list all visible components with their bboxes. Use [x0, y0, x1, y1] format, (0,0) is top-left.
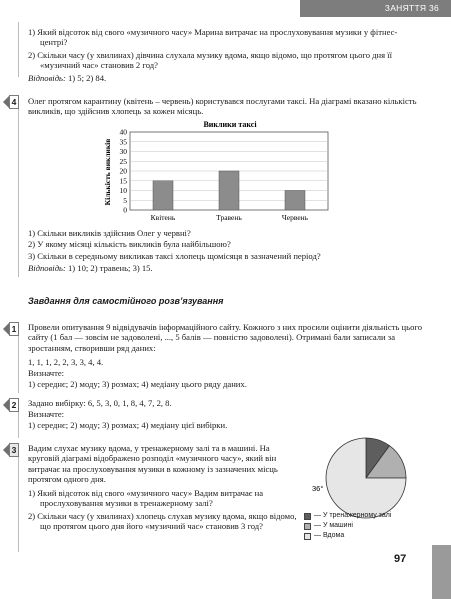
determine-label: Визначте: — [28, 409, 65, 419]
legend-swatch — [304, 533, 311, 540]
x-tick-label: Квітень — [150, 213, 176, 222]
pie-legend — [304, 511, 391, 541]
task-text: Вадим слухає музику вдома, у тренажерному залі та в машині. На круговій діаграмі відображено розподіл «музичного часу», який він витрачає на прослуховування музики в кожному із зазначених місць протягом одного дня. — [28, 443, 278, 485]
determine-label: Визначте: — [28, 368, 65, 378]
legend-swatch — [304, 513, 311, 520]
bar-2 — [219, 171, 239, 210]
margin-rule — [18, 333, 19, 393]
page-edge-strip — [432, 545, 451, 599]
task-text: Задано вибірку: 6, 5, 3, 0, 1, 8, 4, 7, 2, 8. — [28, 398, 172, 408]
question-text: 1) Який відсоток від свого «музичного часу» Марина витрачає на прослуховування музики у фітнес-центрі? — [28, 27, 398, 48]
legend-label: — У машині — [314, 522, 353, 529]
y-tick-label: 0 — [123, 205, 127, 215]
bar-1 — [153, 181, 173, 210]
legend-label: — Вдома — [314, 532, 345, 539]
task-number: 3 — [9, 443, 19, 457]
section-title: Завдання для самостійного розв’язування — [28, 296, 224, 306]
task-items: 1) середнє; 2) моду; 3) розмах; 4) медіану цієї вибірки. — [28, 420, 228, 430]
margin-rule — [18, 22, 19, 77]
lesson-title: ЗАНЯТТЯ 36 — [384, 3, 439, 13]
pie-area — [326, 438, 406, 518]
legend-item — [304, 511, 391, 521]
question-text: 1) Який відсоток від свого «музичного часу» Вадим витрачає на прослуховування музики в тренажерному залі? — [28, 488, 264, 509]
margin-rule — [18, 107, 19, 277]
y-tick-label: 40 — [119, 127, 127, 137]
y-tick-label: 30 — [119, 147, 127, 156]
page-number: 97 — [394, 553, 407, 565]
task-number-marker — [3, 95, 19, 109]
task-number-marker — [3, 398, 19, 412]
answer-line — [28, 73, 420, 83]
question-text: 1) Скільки викликів здійснив Олег у червні? — [28, 228, 191, 238]
angle-annotation: 36° — [312, 484, 324, 493]
task-items: 1) середнє; 2) моду; 3) розмах; 4) медіану цього ряду даних. — [28, 379, 247, 389]
answer-line — [28, 263, 420, 273]
margin-rule — [18, 457, 19, 552]
y-tick-label: 15 — [119, 176, 127, 186]
question-text: 2) Скільки часу (у хвилинах) хлопець слухав музику вдома, якщо відомо, що протягом цього дня його «музичний час» становив 3 год? — [28, 511, 297, 532]
legend-swatch — [304, 523, 311, 530]
task-number: 1 — [9, 322, 19, 336]
task-number: 2 — [9, 398, 19, 412]
data-series: 1, 1, 1, 2, 2, 3, 3, 4, 4. — [28, 357, 104, 367]
x-tick-label: Травень — [216, 213, 242, 222]
question-text: 3) Скільки в середньому викликав таксі хлопець щомісяця в зазначений період? — [28, 251, 321, 261]
y-axis-label: Кількість викликів — [103, 138, 112, 206]
margin-rule — [18, 412, 19, 438]
y-tick-label: 35 — [119, 137, 127, 147]
x-tick-label: Червень — [281, 213, 309, 222]
task-number: 4 — [9, 95, 19, 109]
y-tick-label: 25 — [119, 156, 127, 166]
y-tick-label: 10 — [119, 186, 127, 195]
plot-area — [120, 128, 329, 223]
y-tick-label: 20 — [119, 166, 127, 176]
question-text: 2) У якому місяці кількість викликів була найбільшою? — [28, 239, 231, 249]
answer-text: 1) 5; 2) 84. — [65, 73, 107, 83]
task-number-marker — [3, 322, 19, 336]
legend-item — [304, 531, 391, 541]
taxi-bar-chart — [103, 120, 336, 225]
bar-3 — [285, 191, 305, 211]
answer-label: Відповідь: — [28, 73, 66, 83]
legend-item — [304, 521, 391, 531]
task-text: Провели опитування 9 відвідувачів інформаційного сайту. Кожного з них просили оцінити діяльність цього сайту (1 бал — зовсім не задоволені, ..., 5 балів — повністю задоволені). Отримані бали записали за зростанням, створивши ряд даних: — [28, 322, 422, 353]
header-band — [300, 0, 451, 17]
legend-label: — У тренажерному залі — [314, 512, 392, 519]
answer-label: Відповідь: — [28, 263, 66, 273]
task-number-marker — [3, 443, 19, 457]
task-text: Олег протягом карантину (квітень – червень) користувався послугами таксі. На діаграмі вказано кількість викликів, що здійснив хлопець за кожен місяць. — [28, 96, 417, 117]
chart-title: Виклики таксі — [203, 120, 257, 129]
question-text: 2) Скільки часу (у хвилинах) дівчина слухала музику вдома, якщо відомо, що протягом цього дня її «музичний час» становив 2 год? — [28, 50, 393, 71]
answer-text: 1) 10; 2) травень; 3) 15. — [65, 263, 153, 273]
y-tick-label: 5 — [123, 195, 127, 205]
